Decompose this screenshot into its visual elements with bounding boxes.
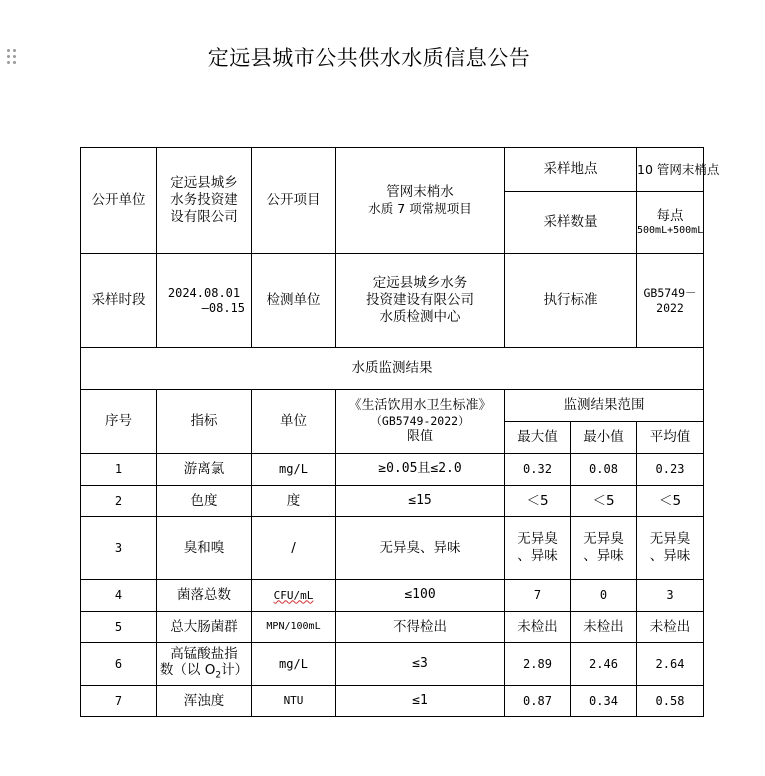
table-row bbox=[81, 486, 704, 517]
row-indicator: 游离氯 bbox=[157, 454, 252, 486]
table-row bbox=[81, 686, 704, 717]
info-row-3 bbox=[81, 254, 704, 348]
row-seq: 3 bbox=[81, 517, 157, 580]
info-row-1 bbox=[81, 148, 704, 192]
header-seq: 序号 bbox=[81, 390, 157, 454]
row-indicator: 总大肠菌群 bbox=[157, 612, 252, 643]
table-row bbox=[81, 643, 704, 686]
row-limit: ≤1 bbox=[336, 686, 505, 717]
row-seq: 5 bbox=[81, 612, 157, 643]
row-min: ＜5 bbox=[571, 486, 637, 517]
row-max: 0.87 bbox=[505, 686, 571, 717]
row-max: 无异臭 、异味 bbox=[505, 517, 571, 580]
row-unit: mg/L bbox=[252, 454, 336, 486]
row-avg: 未检出 bbox=[637, 612, 704, 643]
section-title: 水质监测结果 bbox=[81, 348, 704, 390]
row-unit: CFU/mL bbox=[252, 580, 336, 612]
row-avg: 0.58 bbox=[637, 686, 704, 717]
row-avg: ＜5 bbox=[637, 486, 704, 517]
item-label: 公开项目 bbox=[252, 148, 336, 254]
header-avg: 平均值 bbox=[637, 422, 704, 454]
section-title-row bbox=[81, 348, 704, 390]
site-label: 采样地点 bbox=[505, 148, 637, 192]
row-avg: 2.64 bbox=[637, 643, 704, 686]
row-indicator: 色度 bbox=[157, 486, 252, 517]
lab-label: 检测单位 bbox=[252, 254, 336, 348]
header-row-1 bbox=[81, 390, 704, 422]
row-seq: 7 bbox=[81, 686, 157, 717]
row-unit: 度 bbox=[252, 486, 336, 517]
row-limit: ≤3 bbox=[336, 643, 505, 686]
row-min: 无异臭 、异味 bbox=[571, 517, 637, 580]
header-limit: 《生活饮用水卫生标准》 （GB5749-2022） 限值 bbox=[336, 390, 505, 454]
table-row bbox=[81, 454, 704, 486]
header-range: 监测结果范围 bbox=[505, 390, 704, 422]
row-limit: 不得检出 bbox=[336, 612, 505, 643]
row-limit: ≤100 bbox=[336, 580, 505, 612]
row-avg: 0.23 bbox=[637, 454, 704, 486]
row-unit: / bbox=[252, 517, 336, 580]
row-min: 0 bbox=[571, 580, 637, 612]
row-min: 0.08 bbox=[571, 454, 637, 486]
row-indicator: 高锰酸盐指 数（以 $O_2$计） bbox=[157, 643, 252, 686]
row-unit: mg/L bbox=[252, 643, 336, 686]
row-limit: 无异臭、异味 bbox=[336, 517, 505, 580]
qty-label: 采样数量 bbox=[505, 192, 637, 254]
row-indicator: 菌落总数 bbox=[157, 580, 252, 612]
item-value: 管网末梢水 水质 7 项常规项目 bbox=[336, 148, 505, 254]
water-quality-table bbox=[80, 147, 720, 717]
period-value: 2024.08.01 —08.15 bbox=[157, 254, 252, 348]
std-value: GB5749－2022 bbox=[637, 254, 704, 348]
row-min: 未检出 bbox=[571, 612, 637, 643]
row-limit: ≤15 bbox=[336, 486, 505, 517]
lab-value: 定远县城乡水务 投资建设有限公司 水质检测中心 bbox=[336, 254, 505, 348]
header-indicator: 指标 bbox=[157, 390, 252, 454]
row-limit: ≥0.05且≤2.0 bbox=[336, 454, 505, 486]
row-unit: MPN/100mL bbox=[252, 612, 336, 643]
row-max: 未检出 bbox=[505, 612, 571, 643]
unit-value: 定远县城乡 水务投资建 设有限公司 bbox=[157, 148, 252, 254]
row-seq: 6 bbox=[81, 643, 157, 686]
row-max: 2.89 bbox=[505, 643, 571, 686]
table-row bbox=[81, 612, 704, 643]
header-unit: 单位 bbox=[252, 390, 336, 454]
row-seq: 4 bbox=[81, 580, 157, 612]
row-min: 2.46 bbox=[571, 643, 637, 686]
document-title: 定远县城市公共供水水质信息公告 bbox=[207, 46, 531, 70]
site-value: 10 管网末梢点 bbox=[637, 148, 704, 192]
row-indicator: 臭和嗅 bbox=[157, 517, 252, 580]
row-unit: NTU bbox=[252, 686, 336, 717]
std-label: 执行标准 bbox=[505, 254, 637, 348]
header-min: 最小值 bbox=[571, 422, 637, 454]
row-avg: 无异臭 、异味 bbox=[637, 517, 704, 580]
unit-label: 公开单位 bbox=[81, 148, 157, 254]
row-max: 7 bbox=[505, 580, 571, 612]
row-max: ＜5 bbox=[505, 486, 571, 517]
qty-value: 每点 500mL+500mL bbox=[637, 192, 704, 254]
period-label: 采样时段 bbox=[81, 254, 157, 348]
row-seq: 1 bbox=[81, 454, 157, 486]
table-row bbox=[81, 580, 704, 612]
row-max: 0.32 bbox=[505, 454, 571, 486]
row-indicator: 浑浊度 bbox=[157, 686, 252, 717]
row-min: 0.34 bbox=[571, 686, 637, 717]
row-seq: 2 bbox=[81, 486, 157, 517]
header-max: 最大值 bbox=[505, 422, 571, 454]
row-avg: 3 bbox=[637, 580, 704, 612]
table-row bbox=[81, 517, 704, 580]
